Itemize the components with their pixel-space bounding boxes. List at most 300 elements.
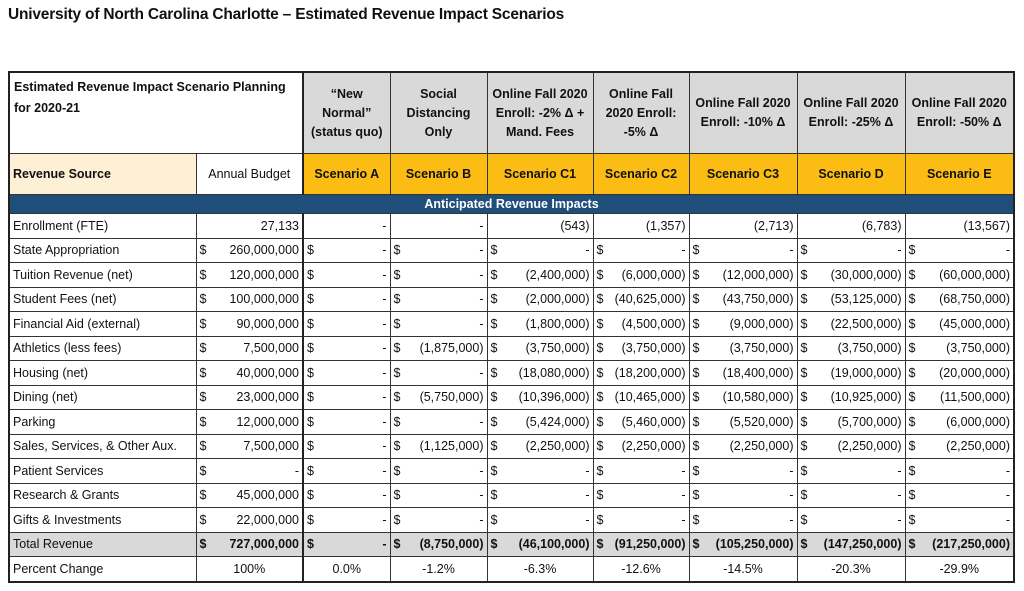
- currency-symbol: $: [596, 341, 604, 356]
- cell-value: -: [585, 243, 590, 258]
- scenario-cell: [905, 459, 1014, 484]
- currency-symbol: $: [800, 267, 808, 282]
- cell-value: -: [382, 488, 387, 503]
- cell-value: -: [897, 243, 902, 258]
- scenario-cell: [487, 263, 593, 288]
- currency-symbol: $: [692, 537, 700, 552]
- scenario-cell: [593, 238, 689, 263]
- currency-symbol: $: [490, 439, 498, 454]
- budget-cell: [196, 263, 303, 288]
- cell-value: -: [585, 488, 590, 503]
- row-label: Housing (net): [9, 361, 196, 386]
- scenario-cell: [487, 287, 593, 312]
- description-header-row: [9, 72, 1014, 154]
- currency-symbol: $: [800, 463, 808, 478]
- scenario-label: Scenario C3: [689, 154, 797, 195]
- cell-value: -: [681, 488, 686, 503]
- currency-symbol: $: [800, 341, 808, 356]
- scenario-cell: [689, 361, 797, 386]
- scenario-cell: [303, 508, 390, 533]
- scenario-cell: [390, 434, 487, 459]
- cell-value: 7,500,000: [243, 439, 299, 454]
- scenario-cell: [689, 238, 797, 263]
- budget-cell: [196, 508, 303, 533]
- row-label: Sales, Services, & Other Aux.: [9, 434, 196, 459]
- cell-value: -: [382, 316, 387, 331]
- table-row: [9, 508, 1014, 533]
- currency-symbol: $: [908, 414, 916, 429]
- cell-value: -: [479, 414, 484, 429]
- scenario-cell: [487, 459, 593, 484]
- currency-symbol: $: [800, 439, 808, 454]
- currency-symbol: $: [800, 316, 808, 331]
- scenario-description: Online Fall 2020 Enroll: -25% Δ: [797, 72, 905, 154]
- page-title: University of North Carolina Charlotte – Estimated Revenue Impact Scenarios: [8, 6, 565, 23]
- currency-symbol: $: [307, 463, 314, 478]
- cell-value: (46,100,000): [518, 537, 590, 552]
- scenario-cell: [797, 483, 905, 508]
- scenario-cell: [689, 532, 797, 557]
- scenario-cell: [390, 336, 487, 361]
- scenario-cell: [797, 361, 905, 386]
- currency-symbol: $: [800, 243, 808, 258]
- scenario-cell: (543): [487, 214, 593, 239]
- currency-symbol: $: [596, 439, 604, 454]
- cell-value: -: [294, 463, 299, 478]
- cell-value: -: [382, 439, 387, 454]
- scenario-cell: [303, 385, 390, 410]
- cell-value: 90,000,000: [236, 316, 299, 331]
- cell-value: -: [382, 512, 387, 527]
- table-title: Estimated Revenue Impact Scenario Planning for 2020-21: [9, 72, 303, 154]
- cell-value: (2,400,000): [525, 267, 590, 282]
- cell-value: (2,250,000): [946, 439, 1010, 454]
- currency-symbol: $: [908, 463, 916, 478]
- scenario-cell: [689, 483, 797, 508]
- currency-symbol: $: [800, 414, 808, 429]
- currency-symbol: $: [908, 537, 916, 552]
- currency-symbol: $: [199, 488, 207, 503]
- scenario-cell: [593, 483, 689, 508]
- currency-symbol: $: [393, 537, 401, 552]
- currency-symbol: $: [908, 390, 916, 405]
- cell-value: 727,000,000: [229, 537, 299, 552]
- currency-symbol: $: [490, 414, 498, 429]
- table-row: [9, 287, 1014, 312]
- currency-symbol: $: [908, 365, 916, 380]
- cell-value: (3,750,000): [525, 341, 590, 356]
- scenario-cell: [303, 459, 390, 484]
- cell-value: 23,000,000: [236, 390, 299, 405]
- currency-symbol: $: [199, 439, 207, 454]
- scenario-cell: [593, 361, 689, 386]
- cell-value: -: [382, 414, 387, 429]
- section-band: Anticipated Revenue Impacts: [9, 195, 1014, 214]
- scenario-description: Online Fall 2020 Enroll: -2% Δ + Mand. Fees: [487, 72, 593, 154]
- cell-value: (60,000,000): [939, 267, 1010, 282]
- cell-value: -: [1005, 512, 1010, 527]
- currency-symbol: $: [199, 341, 207, 356]
- currency-symbol: $: [199, 267, 207, 282]
- scenario-cell: [593, 385, 689, 410]
- currency-symbol: $: [596, 316, 604, 331]
- scenario-cell: [905, 483, 1014, 508]
- cell-value: 120,000,000: [229, 267, 299, 282]
- currency-symbol: $: [692, 341, 700, 356]
- table-row: [9, 263, 1014, 288]
- currency-symbol: $: [393, 365, 401, 380]
- currency-symbol: $: [596, 365, 604, 380]
- currency-symbol: $: [692, 512, 700, 527]
- scenario-cell: [390, 410, 487, 435]
- scenario-cell: [390, 361, 487, 386]
- currency-symbol: $: [692, 267, 700, 282]
- currency-symbol: $: [596, 292, 604, 307]
- scenario-cell: [303, 532, 390, 557]
- scenario-label-row: [9, 154, 1014, 195]
- cell-value: (6,000,000): [946, 414, 1010, 429]
- currency-symbol: $: [490, 512, 498, 527]
- scenario-cell: [303, 312, 390, 337]
- currency-symbol: $: [596, 243, 604, 258]
- budget-cell: [196, 312, 303, 337]
- currency-symbol: $: [908, 292, 916, 307]
- currency-symbol: $: [307, 292, 314, 307]
- scenario-cell: [487, 361, 593, 386]
- scenario-cell: [689, 459, 797, 484]
- table-row: [9, 238, 1014, 263]
- budget-cell: [196, 459, 303, 484]
- budget-cell: 27,133: [196, 214, 303, 239]
- cell-value: (8,750,000): [419, 537, 484, 552]
- scenario-cell: -29.9%: [905, 557, 1014, 582]
- scenario-cell: [905, 434, 1014, 459]
- cell-value: (105,250,000): [715, 537, 794, 552]
- row-label: Gifts & Investments: [9, 508, 196, 533]
- currency-symbol: $: [596, 414, 604, 429]
- scenario-cell: [689, 508, 797, 533]
- currency-symbol: $: [199, 414, 207, 429]
- cell-value: (2,250,000): [729, 439, 794, 454]
- currency-symbol: $: [490, 488, 498, 503]
- scenario-label: Scenario D: [797, 154, 905, 195]
- currency-symbol: $: [490, 365, 498, 380]
- cell-value: (5,520,000): [729, 414, 794, 429]
- table-row: [9, 361, 1014, 386]
- currency-symbol: $: [307, 414, 314, 429]
- currency-symbol: $: [908, 439, 916, 454]
- scenario-cell: 0.0%: [303, 557, 390, 582]
- currency-symbol: $: [307, 488, 314, 503]
- scenario-cell: [487, 336, 593, 361]
- cell-value: (19,000,000): [830, 365, 902, 380]
- currency-symbol: $: [596, 488, 604, 503]
- currency-symbol: $: [692, 390, 700, 405]
- currency-symbol: $: [800, 292, 808, 307]
- scenario-cell: [390, 263, 487, 288]
- row-label: State Appropriation: [9, 238, 196, 263]
- row-label: Enrollment (FTE): [9, 214, 196, 239]
- currency-symbol: $: [490, 243, 498, 258]
- currency-symbol: $: [596, 512, 604, 527]
- currency-symbol: $: [800, 390, 808, 405]
- currency-symbol: $: [490, 316, 498, 331]
- currency-symbol: $: [692, 365, 700, 380]
- cell-value: (1,125,000): [419, 439, 484, 454]
- revenue-source-header: Revenue Source: [9, 154, 196, 195]
- currency-symbol: $: [490, 390, 498, 405]
- currency-symbol: $: [307, 365, 314, 380]
- currency-symbol: $: [393, 512, 401, 527]
- scenario-cell: [390, 287, 487, 312]
- currency-symbol: $: [908, 341, 916, 356]
- table-row: [9, 385, 1014, 410]
- currency-symbol: $: [199, 390, 207, 405]
- cell-value: (20,000,000): [939, 365, 1010, 380]
- scenario-cell: [905, 287, 1014, 312]
- currency-symbol: $: [307, 390, 314, 405]
- cell-value: 22,000,000: [236, 512, 299, 527]
- cell-value: (5,750,000): [419, 390, 484, 405]
- scenario-cell: [905, 336, 1014, 361]
- row-label: Athletics (less fees): [9, 336, 196, 361]
- scenario-cell: [593, 336, 689, 361]
- scenario-cell: [797, 459, 905, 484]
- cell-value: -: [382, 537, 387, 552]
- scenario-cell: [593, 410, 689, 435]
- scenario-cell: [593, 434, 689, 459]
- scenario-cell: -14.5%: [689, 557, 797, 582]
- cell-value: -: [585, 512, 590, 527]
- scenario-cell: [593, 287, 689, 312]
- scenario-cell: [487, 483, 593, 508]
- cell-value: -: [1005, 488, 1010, 503]
- currency-symbol: $: [393, 341, 401, 356]
- table-row: [9, 410, 1014, 435]
- scenario-cell: [797, 238, 905, 263]
- currency-symbol: $: [393, 463, 401, 478]
- scenario-cell: -: [390, 214, 487, 239]
- scenario-cell: [303, 287, 390, 312]
- cell-value: -: [681, 463, 686, 478]
- currency-symbol: $: [908, 316, 916, 331]
- cell-value: (10,465,000): [614, 390, 686, 405]
- cell-value: 100,000,000: [229, 292, 299, 307]
- scenario-cell: [487, 385, 593, 410]
- scenario-description: Social Distancing Only: [390, 72, 487, 154]
- currency-symbol: $: [307, 439, 314, 454]
- currency-symbol: $: [692, 292, 700, 307]
- currency-symbol: $: [490, 292, 498, 307]
- scenario-cell: [905, 263, 1014, 288]
- scenario-cell: (1,357): [593, 214, 689, 239]
- cell-value: -: [479, 512, 484, 527]
- total-row: [9, 532, 1014, 557]
- cell-value: -: [479, 488, 484, 503]
- currency-symbol: $: [908, 243, 916, 258]
- scenario-label: Scenario E: [905, 154, 1014, 195]
- cell-value: 40,000,000: [236, 365, 299, 380]
- cell-value: -: [382, 341, 387, 356]
- budget-cell: [196, 238, 303, 263]
- cell-value: (43,750,000): [722, 292, 794, 307]
- table-row: [9, 336, 1014, 361]
- cell-value: (5,424,000): [525, 414, 590, 429]
- cell-value: -: [479, 316, 484, 331]
- currency-symbol: $: [596, 267, 604, 282]
- cell-value: (2,250,000): [621, 439, 686, 454]
- scenario-cell: [797, 508, 905, 533]
- scenario-cell: (2,713): [689, 214, 797, 239]
- cell-value: -: [382, 390, 387, 405]
- currency-symbol: $: [490, 463, 498, 478]
- cell-value: -: [382, 463, 387, 478]
- cell-value: -: [479, 292, 484, 307]
- cell-value: (1,875,000): [419, 341, 484, 356]
- currency-symbol: $: [908, 488, 916, 503]
- cell-value: -: [382, 243, 387, 258]
- scenario-cell: [797, 287, 905, 312]
- currency-symbol: $: [596, 463, 604, 478]
- scenario-cell: (6,783): [797, 214, 905, 239]
- scenario-description: Online Fall 2020 Enroll: -5% Δ: [593, 72, 689, 154]
- table-row: [9, 434, 1014, 459]
- budget-cell: [196, 361, 303, 386]
- currency-symbol: $: [393, 414, 401, 429]
- currency-symbol: $: [800, 488, 808, 503]
- currency-symbol: $: [307, 512, 314, 527]
- scenario-cell: [390, 459, 487, 484]
- scenario-description: Online Fall 2020 Enroll: -50% Δ: [905, 72, 1014, 154]
- cell-value: (2,000,000): [525, 292, 590, 307]
- cell-value: 45,000,000: [236, 488, 299, 503]
- scenario-cell: [905, 385, 1014, 410]
- scenario-description: “New Normal” (status quo): [303, 72, 390, 154]
- scenario-cell: [390, 508, 487, 533]
- budget-cell: 100%: [196, 557, 303, 582]
- currency-symbol: $: [307, 243, 314, 258]
- cell-value: (18,080,000): [518, 365, 590, 380]
- currency-symbol: $: [393, 439, 401, 454]
- currency-symbol: $: [490, 267, 498, 282]
- scenario-cell: [905, 410, 1014, 435]
- cell-value: -: [479, 243, 484, 258]
- scenario-cell: [303, 263, 390, 288]
- currency-symbol: $: [692, 316, 700, 331]
- cell-value: -: [681, 512, 686, 527]
- scenario-cell: [797, 410, 905, 435]
- scenario-cell: [797, 312, 905, 337]
- scenario-cell: [390, 532, 487, 557]
- cell-value: -: [382, 267, 387, 282]
- budget-cell: [196, 385, 303, 410]
- scenario-cell: [303, 238, 390, 263]
- scenario-cell: [390, 238, 487, 263]
- currency-symbol: $: [307, 267, 314, 282]
- scenario-cell: [593, 459, 689, 484]
- scenario-cell: [689, 385, 797, 410]
- cell-value: (6,000,000): [621, 267, 686, 282]
- cell-value: (10,925,000): [830, 390, 902, 405]
- currency-symbol: $: [393, 243, 401, 258]
- scenario-cell: [797, 385, 905, 410]
- row-label: Tuition Revenue (net): [9, 263, 196, 288]
- cell-value: (11,500,000): [940, 390, 1010, 405]
- cell-value: (40,625,000): [614, 292, 686, 307]
- row-label: Student Fees (net): [9, 287, 196, 312]
- scenario-cell: [593, 263, 689, 288]
- cell-value: 7,500,000: [243, 341, 299, 356]
- currency-symbol: $: [393, 390, 401, 405]
- scenario-cell: -20.3%: [797, 557, 905, 582]
- scenario-cell: [390, 483, 487, 508]
- cell-value: -: [585, 463, 590, 478]
- currency-symbol: $: [692, 243, 700, 258]
- currency-symbol: $: [199, 512, 207, 527]
- cell-value: (3,750,000): [729, 341, 794, 356]
- cell-value: 12,000,000: [236, 414, 299, 429]
- scenario-cell: [487, 410, 593, 435]
- cell-value: -: [479, 267, 484, 282]
- row-label: Research & Grants: [9, 483, 196, 508]
- scenario-label: Scenario A: [303, 154, 390, 195]
- scenario-cell: [689, 287, 797, 312]
- currency-symbol: $: [393, 316, 401, 331]
- scenario-cell: [689, 410, 797, 435]
- scenario-cell: [303, 434, 390, 459]
- cell-value: (22,500,000): [830, 316, 902, 331]
- cell-value: (68,750,000): [939, 292, 1010, 307]
- currency-symbol: $: [199, 365, 207, 380]
- scenario-cell: [797, 336, 905, 361]
- currency-symbol: $: [692, 439, 700, 454]
- scenario-cell: [487, 508, 593, 533]
- scenario-cell: -1.2%: [390, 557, 487, 582]
- scenario-cell: [390, 385, 487, 410]
- currency-symbol: $: [199, 292, 207, 307]
- currency-symbol: $: [307, 537, 314, 552]
- cell-value: -: [789, 463, 794, 478]
- row-label: Financial Aid (external): [9, 312, 196, 337]
- budget-cell: [196, 287, 303, 312]
- cell-value: (10,580,000): [722, 390, 794, 405]
- currency-symbol: $: [199, 463, 207, 478]
- scenario-cell: [487, 312, 593, 337]
- scenario-cell: [797, 263, 905, 288]
- table-row: [9, 214, 1014, 239]
- currency-symbol: $: [307, 316, 314, 331]
- table-row: [9, 312, 1014, 337]
- cell-value: (3,750,000): [946, 341, 1010, 356]
- row-label: Percent Change: [9, 557, 196, 582]
- scenario-cell: [303, 336, 390, 361]
- cell-value: -: [897, 488, 902, 503]
- scenario-cell: [905, 312, 1014, 337]
- scenario-cell: [689, 312, 797, 337]
- currency-symbol: $: [596, 390, 604, 405]
- row-label: Total Revenue: [9, 532, 196, 557]
- scenario-cell: [905, 238, 1014, 263]
- currency-symbol: $: [393, 292, 401, 307]
- cell-value: -: [382, 292, 387, 307]
- cell-value: (4,500,000): [621, 316, 686, 331]
- currency-symbol: $: [393, 267, 401, 282]
- scenario-cell: -6.3%: [487, 557, 593, 582]
- budget-cell: [196, 336, 303, 361]
- scenario-cell: [487, 434, 593, 459]
- scenario-cell: -: [303, 214, 390, 239]
- scenario-cell: [593, 532, 689, 557]
